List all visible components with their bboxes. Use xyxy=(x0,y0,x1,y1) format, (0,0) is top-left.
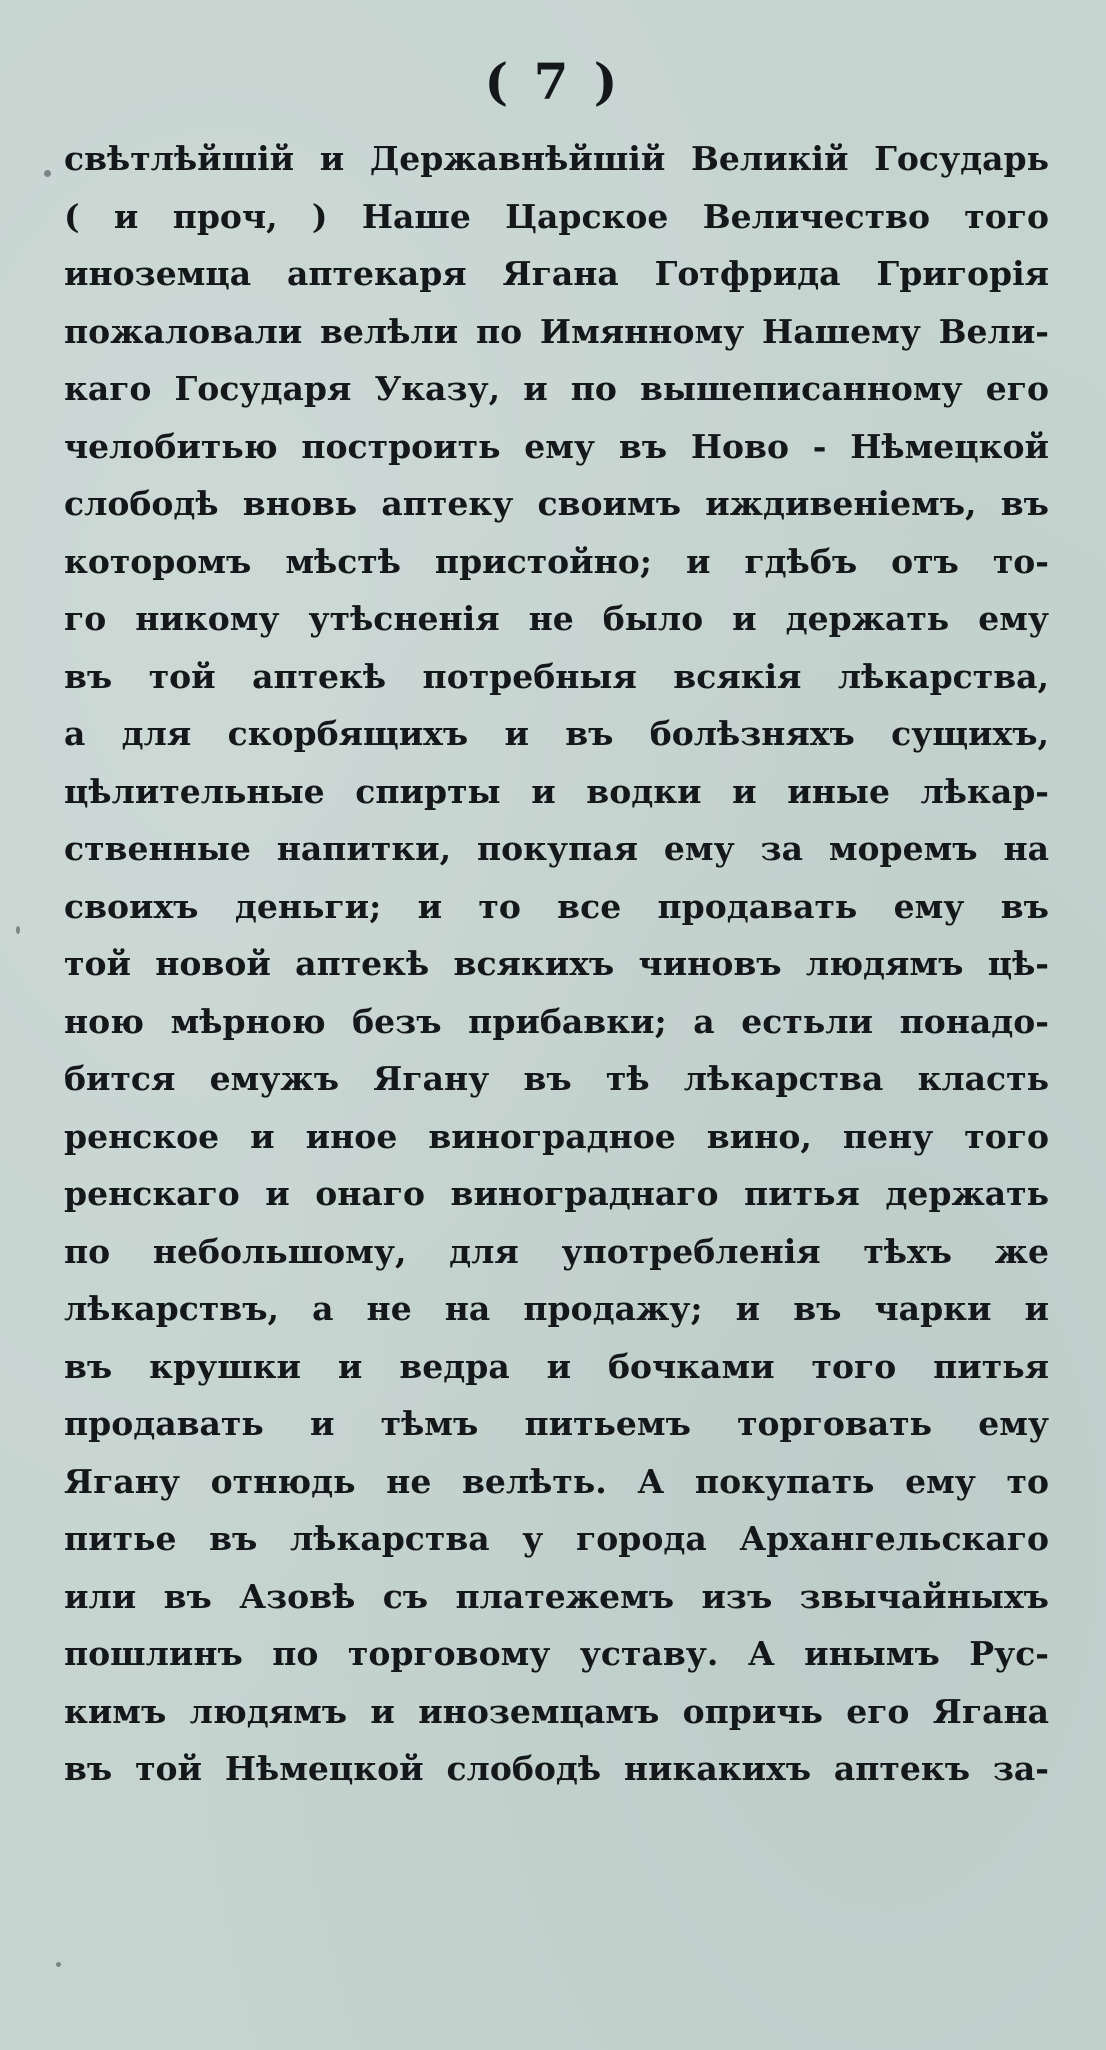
text-line: цѣлительные спирты и водки и иные лѣкар- xyxy=(64,771,1049,811)
text-line: каго Государя Указу, и по вышеписанному его xyxy=(64,369,1049,408)
text-line: иноземца аптекаря Ягана Готфрида Григорія xyxy=(64,254,1049,293)
text-line: свѣтлѣйшій и Державнѣйшій Великій Государь xyxy=(64,139,1049,178)
text-body xyxy=(64,130,1049,1798)
text-line: своихъ деньги; и то все продавать ему въ xyxy=(64,886,1049,926)
text-line: въ крушки и ведра и бочками того питья xyxy=(64,1346,1049,1386)
text-line: лѣкарствъ, а не на продажу; и въ чарки и xyxy=(64,1289,1049,1328)
text-line: пошлинъ по торговому уставу. А инымъ Рус- xyxy=(64,1634,1049,1673)
text-line: ственные напитки, покупая ему за моремъ на xyxy=(64,829,1049,868)
page-number: ( 7 ) xyxy=(484,52,622,111)
text-line: Ягану отнюдь не велѣть. А покупать ему то xyxy=(64,1461,1049,1501)
paper-speck xyxy=(16,926,20,934)
text-line: ною мѣрною безъ прибавки; а естьли понадо- xyxy=(64,1001,1049,1041)
text-line: бится емужъ Ягану въ тѣ лѣкарства класть xyxy=(64,1059,1049,1098)
text-line: въ той Нѣмецкой слободѣ никакихъ аптекъ за- xyxy=(64,1749,1049,1788)
text-line: ренское и иное виноградное вино, пену того xyxy=(64,1116,1049,1156)
text-line: ( и проч, ) Наше Царское Величество того xyxy=(64,196,1049,236)
text-line: въ той аптекѣ потребныя всякія лѣкарства, xyxy=(64,656,1049,696)
text-line: продавать и тѣмъ питьемъ торговать ему xyxy=(64,1404,1049,1443)
text-line: кимъ людямъ и иноземцамъ опричь его Ягана xyxy=(64,1691,1049,1731)
text-line: ренскаго и онаго винограднаго питья держать xyxy=(64,1174,1049,1213)
text-line: питье въ лѣкарства у города Архангельскаго xyxy=(64,1519,1049,1558)
text-line: которомъ мѣстѣ пристойно; и гдѣбъ отъ то- xyxy=(64,541,1049,581)
text-line: по небольшому, для употребленія тѣхъ же xyxy=(64,1231,1049,1271)
text-line: слободѣ вновь аптеку своимъ иждивеніемъ, въ xyxy=(64,484,1049,523)
text-line: пожаловали велѣли по Имянному Нашему Вели- xyxy=(64,311,1049,351)
text-line: той новой аптекѣ всякихъ чиновъ людямъ цѣ- xyxy=(64,944,1049,983)
text-line: го никому утѣсненія не было и держать ему xyxy=(64,599,1049,638)
text-line: или въ Азовѣ съ платежемъ изъ звычайныхъ xyxy=(64,1576,1049,1616)
text-line: а для скорбящихъ и въ болѣзняхъ сущихъ, xyxy=(64,714,1049,753)
paper-speck xyxy=(44,170,51,177)
text-line: челобитью построить ему въ Ново - Нѣмецкой xyxy=(64,426,1049,466)
paper-speck xyxy=(56,1962,61,1967)
